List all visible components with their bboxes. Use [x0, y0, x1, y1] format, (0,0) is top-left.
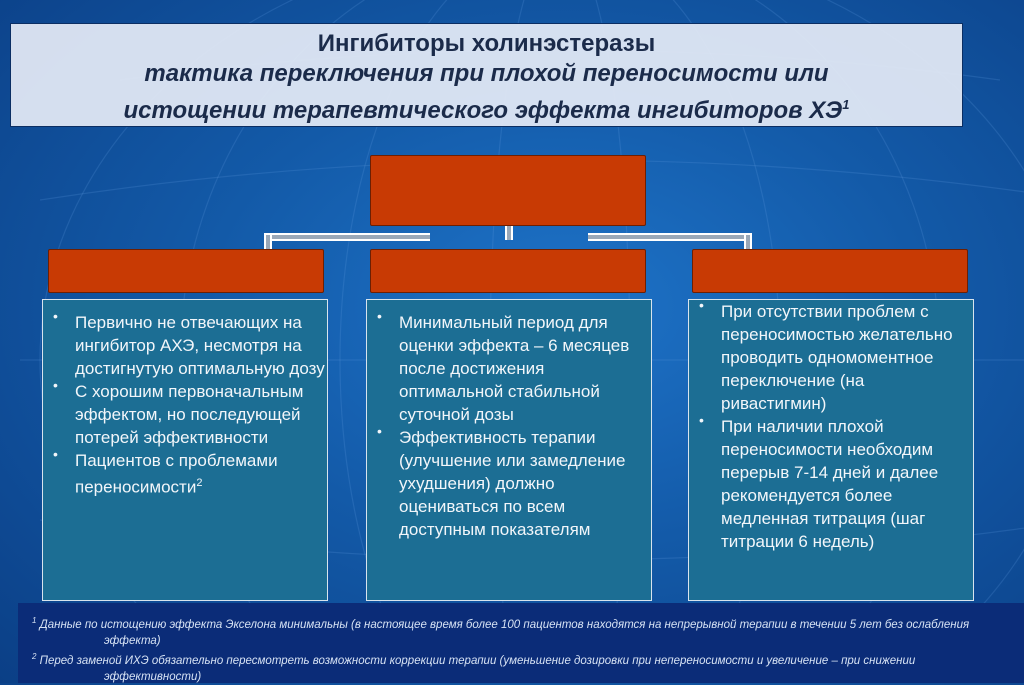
panel-center	[366, 299, 652, 601]
red-box-right	[692, 249, 968, 293]
red-box-left	[48, 249, 324, 293]
title-main: Ингибиторы холинэстеразы	[317, 30, 656, 57]
footnote-marker: 2	[196, 477, 203, 489]
title-box	[10, 23, 963, 127]
top-red-box	[370, 155, 646, 226]
footnote-2: $^2$ Перед заменой ИХЭ обязательно пересмотреть возможности коррекции терапии (уменьшение дозировки при непереносимости и увеличение – при снижении эффективности)	[32, 651, 916, 683]
panel-left-item: • С хорошим первоначальным эффектом, но последующей потерей эффективности	[53, 377, 304, 447]
red-box-center	[370, 249, 646, 293]
panel-right-item: • При отсутствии проблем с переносимостью желательно проводить одномоментное переключение (на ривастигмин)	[699, 297, 953, 413]
title-subtitle-line1: тактика переключения при плохой переносимости или	[144, 60, 829, 87]
panel-right	[688, 299, 974, 601]
footnotes-bar	[18, 603, 1024, 683]
panel-left-item: • Пациентов с проблемами переносимости$^2$	[53, 446, 278, 497]
panel-center-item: • Эффективность терапии (улучшение или замедление ухудшения) должно оцениваться по всем доступным показателям	[377, 423, 626, 539]
footnote-1: $^1$ Данные по истощению эффекта Экселона минимальны (в настоящее время более 100 пациентов находятся на непрерывной терапии в течении 5 лет без ослабления эффекта)	[32, 616, 970, 647]
panel-center-item: • Минимальный период для оценки эффекта – 6 месяцев после достижения оптимальной стабильной суточной дозы	[377, 308, 630, 424]
title-subtitle-line2: истощении терапевтического эффекта ингибиторов $ХЭ^1$	[123, 97, 850, 124]
panel-right-item: • При наличии плохой переносимости необходим перерыв 7-14 дней и далее рекомендуется более медленная титрация (шаг титрации 6 недель)	[699, 412, 939, 551]
title-footnote-marker: 1	[842, 97, 850, 112]
panel-left	[42, 299, 328, 601]
panel-left-item: • Первично не отвечающих на ингибитор АХЭ, несмотря на достигнутую оптимальную дозу	[53, 308, 325, 378]
